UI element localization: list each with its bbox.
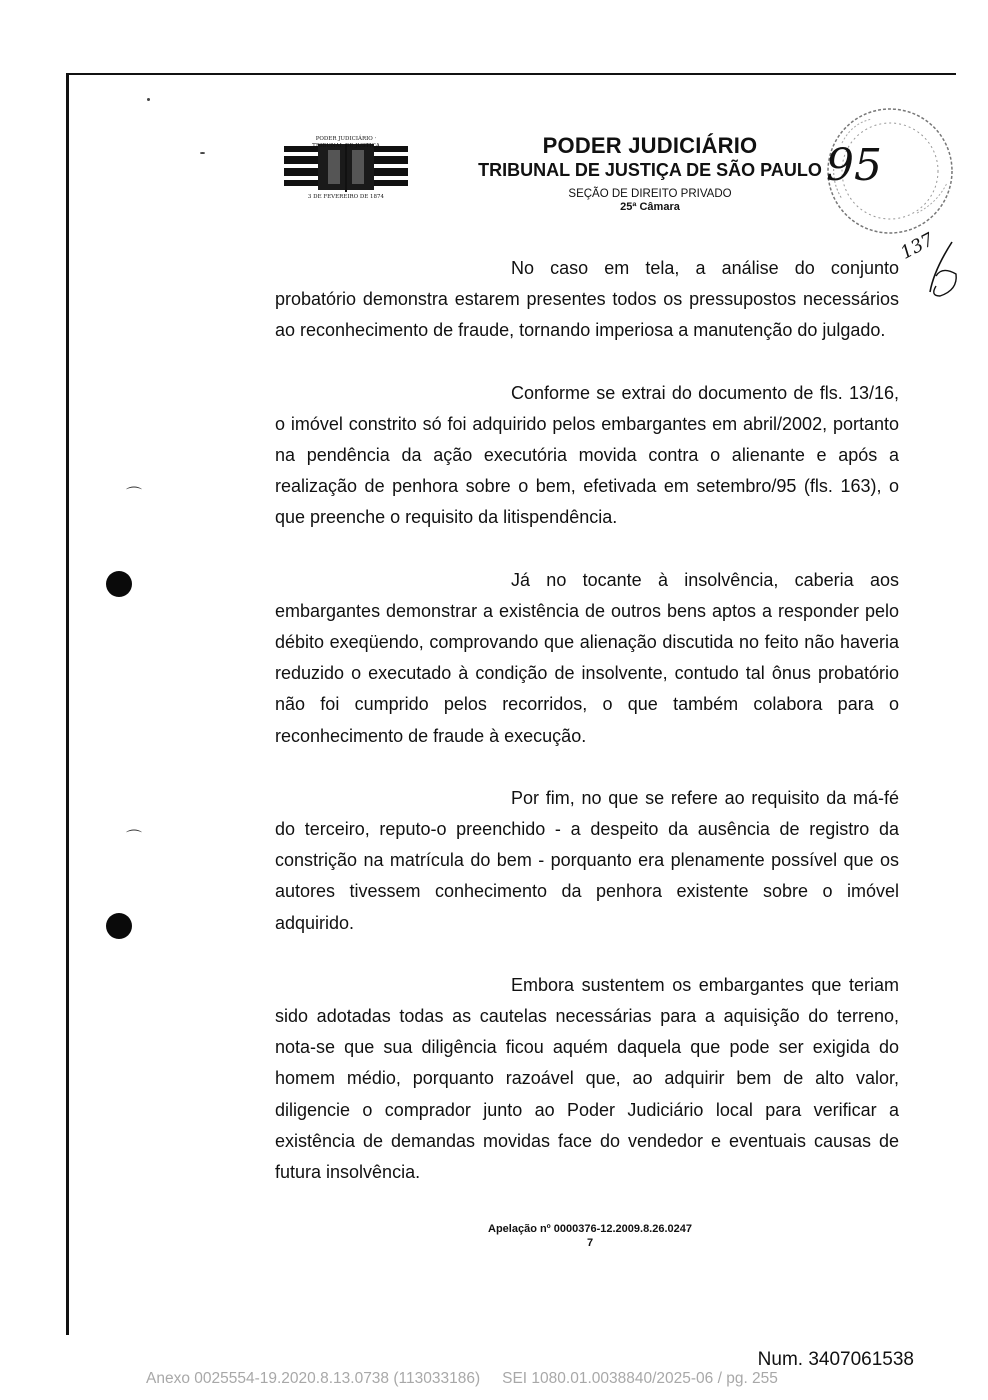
scan-mark: ⌒ [126, 487, 143, 504]
annex-stamp [146, 1370, 778, 1388]
seal-handwritten-number: 95 [826, 140, 882, 191]
paragraph [275, 783, 899, 939]
paragraph-lead: Conforme se extrai do documento de fls. 13/16, [511, 382, 899, 403]
paragraph [275, 378, 899, 534]
header-chamber: 25ª Câmara [620, 201, 680, 213]
document-body [275, 253, 899, 1219]
paragraph-lead: Por fim, no que se refere ao requisito da má-fé [511, 787, 899, 808]
punch-hole [106, 571, 132, 597]
logo-top-text: PODER JUDICIÁRIO · TRIBUNAL DE JUSTIÇA [312, 136, 380, 149]
letterhead [470, 133, 830, 214]
scan-speck [147, 98, 150, 101]
header-section: SEÇÃO DE DIREITO PRIVADO [568, 188, 732, 200]
page-footer [380, 1222, 800, 1250]
logo-bottom-text: 3 DE FEVEREIRO DE 1874 [307, 194, 385, 200]
paragraph-text: embargantes demonstrar a existência de outros bens aptos a responder pelo débito exeqüendo, comprovando que alienação discutida no feito não haveria reduzido o executado à condição de insolvente, contudo tal ônus probatório não foi cumprido pelos recorridos, o que também colabora para o reconhecimento de fraude à execução. [275, 600, 899, 746]
annex-reference: Anexo 0025554-19.2020.8.13.0738 (113033186) [146, 1370, 481, 1387]
folio-number: 137 [897, 229, 938, 264]
punch-hole [106, 913, 132, 939]
paragraph-lead: Embora sustentem os embargantes que teriam [511, 974, 899, 995]
header-title: PODER JUDICIÁRIO [542, 133, 758, 158]
document-num: Num. 3407061538 [757, 1349, 914, 1370]
page-number: 7 [586, 1237, 594, 1249]
paragraph-text: sido adotadas todas as cautelas necessárias para a aquisição do terreno, nota-se que sua diligência ficou aquém daquela que pode ser exigida do homem médio, porquanto razoável que, ao adquirir bem de alto valor, diligencie o comprador junto ao Poder Judiciário local para verificar a existência de demandas movidas face do vendedor e eventuais causas de futura insolvência. [275, 1006, 899, 1183]
paragraph [275, 565, 899, 752]
paragraph [275, 253, 899, 347]
paragraph [275, 970, 899, 1188]
paragraph-lead: No caso em tela, a análise do conjunto [511, 258, 899, 278]
sei-reference: SEI 1080.01.0038840/2025-06 / pg. 255 [502, 1370, 778, 1387]
scan-border-left [66, 73, 69, 1335]
paragraph-text: do terceiro, reputo-o preenchido - a despeito da ausência de registro da constrição na matrícula do bem - porquanto era plenamente possível que os autores tivessem conhecimento da penhora existente sobre o imóvel adquirido. [275, 819, 899, 933]
case-number: Apelação nº 0000376-12.2009.8.26.0247 [488, 1223, 692, 1235]
scan-speck [200, 152, 205, 154]
paragraph-lead: Já no tocante à insolvência, caberia aos [511, 569, 899, 590]
scan-border-top [66, 73, 956, 75]
header-court: TRIBUNAL DE JUSTIÇA DE SÃO PAULO [478, 160, 822, 180]
paragraph-text: probatório demonstra estarem presentes todos os pressupostos necessários ao reconhecimento de fraude, tornando imperiosa a manutenção do julgado. [275, 289, 899, 341]
paragraph-text: o imóvel constrito só foi adquirido pelos embargantes em abril/2002, portanto na pendência da ação executória movida contra o alienante e após a realização de penhora sobre o bem, efetivada em setembro/95 (fls. 163), o que preenche o requisito da litispendência. [275, 413, 899, 528]
scan-mark: ⌒ [126, 830, 143, 847]
